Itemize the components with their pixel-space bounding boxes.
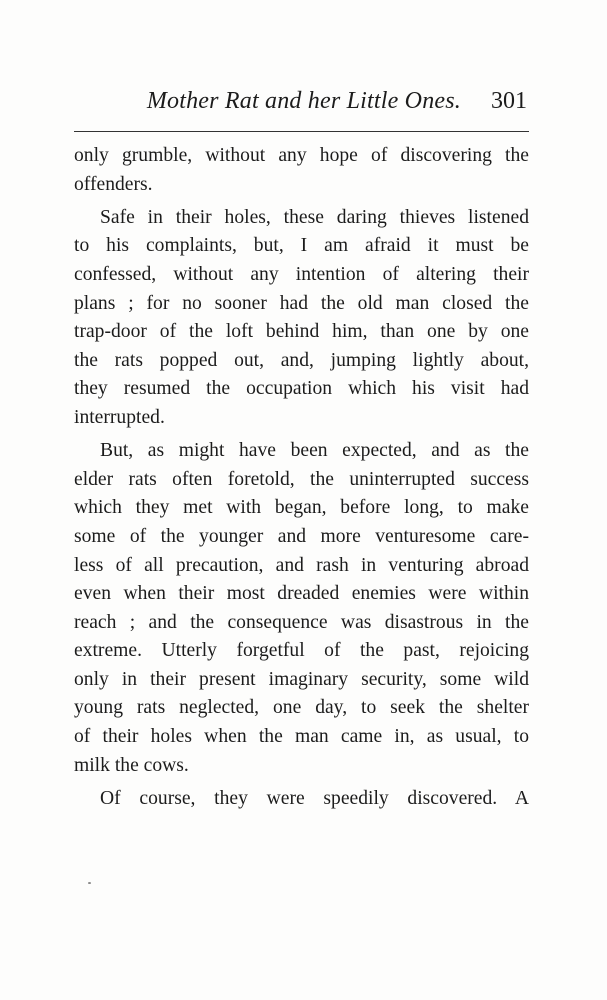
text-line: less of all precaution, and rash in venturing abroad — [74, 554, 529, 576]
text-line: only in their present imaginary security, some wild — [74, 668, 529, 690]
text-line: interrupted. — [74, 406, 165, 428]
text-line: milk the cows. — [74, 754, 189, 776]
text-line: of their holes when the man came in, as usual, to — [74, 726, 529, 748]
text-line: Safe in their holes, these daring thieves listened — [100, 206, 529, 228]
text-line: Of course, they were speedily discovered. A — [100, 787, 529, 809]
text-line: extreme. Utterly forgetful of the past, rejoicing — [74, 640, 529, 662]
text-line: which they met with began, before long, to make — [74, 497, 529, 519]
text-line: to his complaints, but, I am afraid it must be — [74, 235, 529, 257]
paragraph — [74, 204, 529, 433]
text-line: only grumble, without any hope of discovering the — [74, 145, 529, 166]
text-line: young rats neglected, one day, to seek the shelter — [74, 697, 529, 719]
text-line: But, as might have been expected, and as the — [100, 440, 529, 462]
running-head — [74, 88, 529, 122]
text-line: the rats popped out, and, jumping lightly about, — [74, 349, 529, 371]
body-text — [74, 142, 529, 813]
page-number: 301 — [491, 88, 527, 114]
paragraph — [74, 142, 529, 199]
text-line: they resumed the occupation which his visit had — [74, 378, 529, 400]
running-title: Mother Rat and her Little Ones. — [146, 88, 461, 114]
text-line: confessed, without any intention of altering their — [74, 263, 529, 285]
text-line: elder rats often foretold, the uninterrupted success — [74, 468, 529, 490]
text-line: some of the younger and more venturesome care- — [74, 525, 529, 547]
text-line: plans ; for no sooner had the old man closed the — [74, 292, 529, 314]
text-line: offenders. — [74, 173, 153, 195]
paragraph — [74, 785, 529, 814]
header-rule — [74, 131, 529, 132]
text-line: reach ; and the consequence was disastrous in the — [74, 611, 529, 633]
paragraph — [74, 437, 529, 780]
text-line: even when their most dreaded enemies were within — [74, 583, 529, 605]
text-line: trap-door of the loft behind him, than one by one — [74, 321, 529, 343]
ink-speck — [88, 882, 91, 884]
